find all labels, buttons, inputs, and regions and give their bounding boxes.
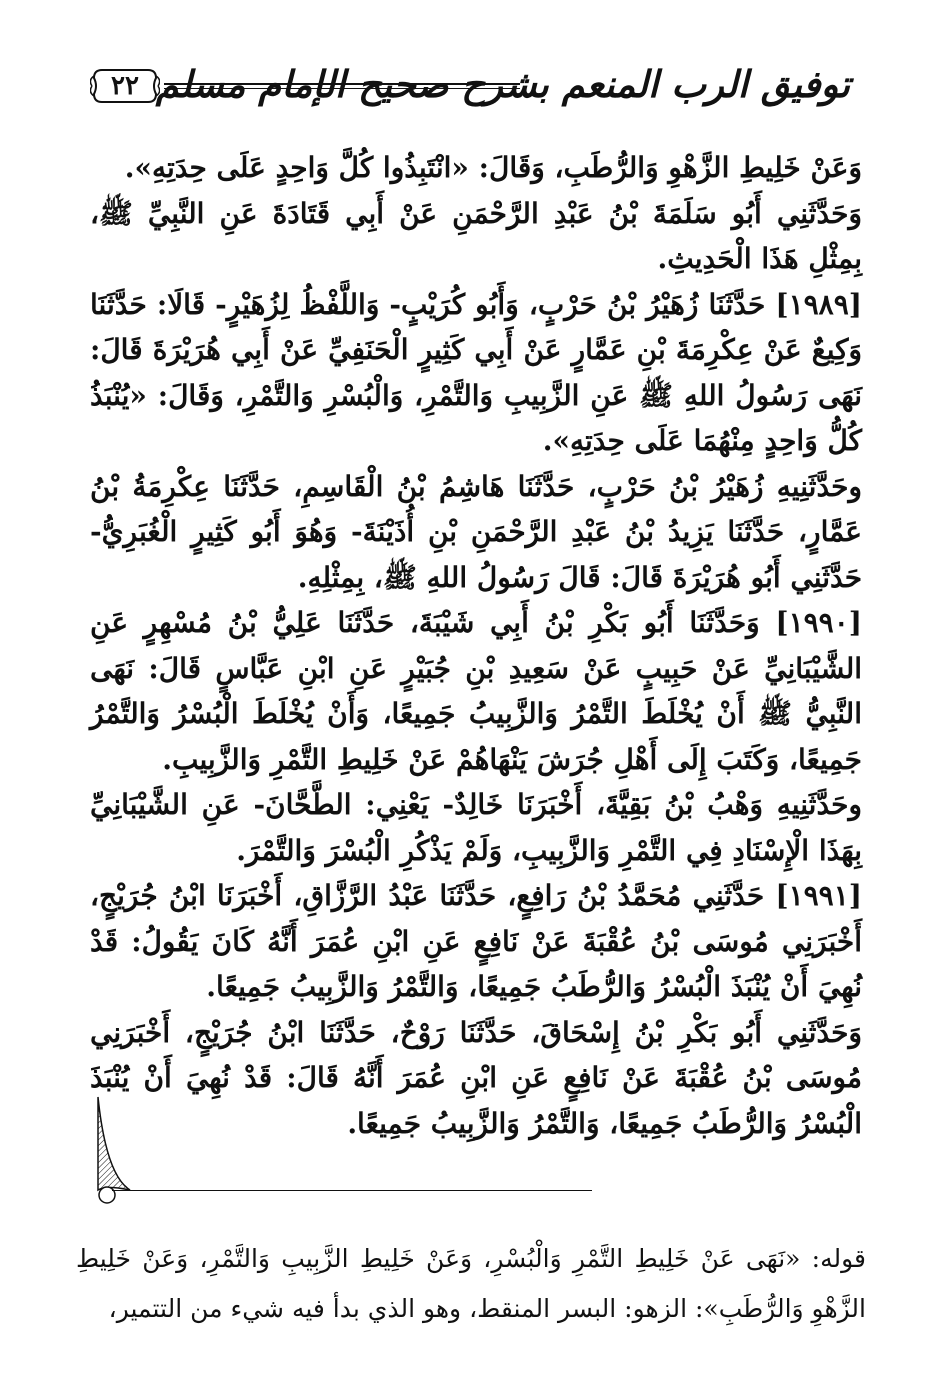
paragraph: [١٩٩١] حَدَّثَنِي مُحَمَّدُ بْنُ رَافِعٍ، حَدَّثَنَا عَبْدُ الرَّزَّاقِ، أَخْبَرَنَا ابْنُ جُرَيْجٍ، أَخْبَرَنِي مُوسَى بْنُ عُقْبَةَ عَنْ نَافِعٍ عَنِ ابْنِ عُمَرَ أَنَّهُ كَانَ يَقُولُ: قَدْ نُهِيَ أَنْ يُنْبَذَ الْبُسْرُ وَالرُّطَبُ جَمِيعًا، وَالتَّمْرُ وَالزَّبِيبُ جَمِيعًا. (90, 879, 862, 1003)
commentary-text (76, 1234, 866, 1334)
footer-rule (112, 1190, 592, 1191)
paragraph: وَحَدَّثَنِي أَبُو بَكْرِ بْنُ إِسْحَاقَ، حَدَّثَنَا رَوْحٌ، حَدَّثَنَا ابْنُ جُرَيْجٍ، أَخْبَرَنِي مُوسَى بْنُ عُقْبَةَ عَنْ نَافِعٍ عَنِ ابْنِ عُمَرَ أَنَّهُ قَالَ: قَدْ نُهِيَ أَنْ يُنْبَذَ الْبُسْرُ وَالرُّطَبُ جَمِيعًا، وَالتَّمْرُ وَالزَّبِيبُ جَمِيعًا. (90, 1015, 862, 1140)
paragraph: [١٩٨٩] حَدَّثَنَا زُهَيْرُ بْنُ حَرْبٍ، وَأَبُو كُرَيْبٍ- وَاللَّفْظُ لِزُهَيْرٍ- قَالَا: حَدَّثَنَا وَكِيعٌ عَنْ عِكْرِمَةَ بْنِ عَمَّارٍ عَنْ أَبِي كَثِيرٍ الْحَنَفِيِّ عَنْ أَبِي هُرَيْرَةَ قَالَ: نَهَى رَسُولُ اللهِ ﷺ عَنِ الزَّبِيبِ وَالتَّمْرِ، وَالْبُسْرِ وَالتَّمْرِ، وَقَالَ: «يُنْبَذُ كُلُّ وَاحِدٍ مِنْهُمَا عَلَى حِدَتِهِ». (90, 287, 862, 457)
corner-ornament-icon (92, 1095, 132, 1205)
paragraph: [١٩٩٠] وَحَدَّثَنَا أَبُو بَكْرِ بْنُ أَبِي شَيْبَةَ، حَدَّثَنَا عَلِيُّ بْنُ مُسْهِرٍ عَنِ الشَّيْبَانِيِّ عَنْ حَبِيبٍ عَنْ سَعِيدِ بْنِ جُبَيْرٍ عَنِ ابْنِ عَبَّاسٍ قَالَ: نَهَى النَّبِيُّ ﷺ أَنْ يُخْلَطَ التَّمْرُ وَالزَّبِيبُ جَمِيعًا، وَأَنْ يُخْلَطَ الْبُسْرُ وَالتَّمْرُ جَمِيعًا، وَكَتَبَ إِلَى أَهْلِ جُرَشَ يَنْهَاهُمْ عَنْ خَلِيطِ التَّمْرِ وَالزَّبِيبِ. (90, 606, 862, 776)
commentary-paragraph: قوله: «نَهَى عَنْ خَلِيطِ التَّمْرِ وَالْبُسْرِ، وَعَنْ خَلِيطِ الزَّبِيبِ وَالتَّمْرِ، وَعَنْ خَلِيطِ الزَّهْوِ وَالرُّطَبِ»: الزهو: البسر المنقط، وهو الذي بدأ فيه شيء من التتمير، (76, 1244, 866, 1323)
page-number-frame (90, 66, 160, 106)
hadith-text (90, 145, 862, 1146)
paragraph: وَحَدَّثَنِي أَبُو سَلَمَةَ بْنُ عَبْدِ الرَّحْمَنِ عَنْ أَبِي قَتَادَةَ عَنِ النَّبِيِّ ﷺ، بِمِثْلِ هَذَا الْحَدِيثِ. (90, 196, 862, 275)
paragraph: وَعَنْ خَلِيطِ الزَّهْوِ وَالرُّطَبِ، وَقَالَ: «انْتَبِذُوا كُلَّ وَاحِدٍ عَلَى حِدَتِهِ». (124, 151, 862, 184)
paragraph: وحَدَّثَنِيهِ زُهَيْرُ بْنُ حَرْبٍ، حَدَّثَنَا هَاشِمُ بْنُ الْقَاسِمِ، حَدَّثَنَا عِكْرِمَةُ بْنُ عَمَّارٍ، حَدَّثَنَا يَزِيدُ بْنُ عَبْدِ الرَّحْمَنِ بْنِ أُذَيْنَةَ- وَهُوَ أَبُو كَثِيرٍ الْغُبَرِيُّ- حَدَّثَنِي أَبُو هُرَيْرَةَ قَالَ: قَالَ رَسُولُ اللهِ ﷺ، بِمِثْلِهِ. (90, 469, 862, 594)
page-number: ٢٢ (111, 71, 139, 101)
page-header (90, 52, 850, 138)
book-title: توفيق الرب المنعم بشرح صحيح الإمام مسلم (155, 62, 850, 106)
paragraph: وحَدَّثَنِيهِ وَهْبُ بْنُ بَقِيَّةَ، أَخْبَرَنَا خَالِدٌ- يَعْنِي: الطَّحَّانَ- عَنِ الشَّيْبَانِيِّ بِهَذَا الْإِسْنَادِ فِي التَّمْرِ وَالزَّبِيبِ، وَلَمْ يَذْكُرِ الْبُسْرَ وَالتَّمْرَ. (90, 788, 862, 867)
